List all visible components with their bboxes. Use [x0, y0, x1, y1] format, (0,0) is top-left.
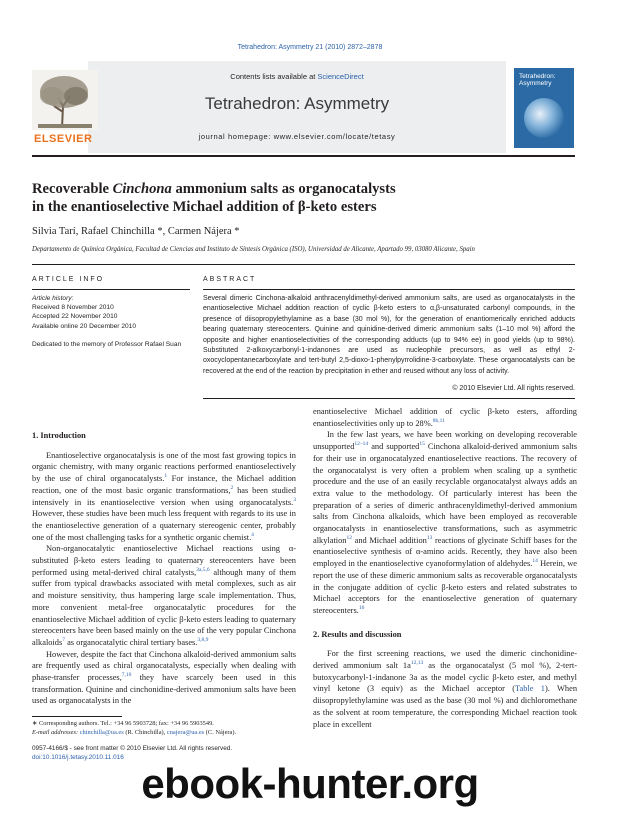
journal-homepage: [88, 132, 506, 141]
homepage-link[interactable]: www.elsevier.com/locate/tetasy: [273, 132, 396, 141]
reference-link[interactable]: 7: [62, 637, 65, 644]
sciencedirect-link[interactable]: ScienceDirect: [317, 72, 364, 81]
reference-link[interactable]: 14: [532, 558, 538, 565]
title-rule: [32, 264, 575, 265]
results-heading: 2. Results and discussion: [313, 629, 402, 639]
accepted-date: Accepted 22 November 2010: [32, 313, 118, 321]
reference-link[interactable]: 15: [419, 441, 425, 448]
reference-link[interactable]: 12: [346, 534, 352, 541]
paragraph: In the few last years, we have been working on developing recoverable unsupported$^{12-14}$ and supported$^{15}$ Cinchona alkaloid-derived ammonium salts for their use in organocatalyzed enantioselective reactions. The recovery of the organocatalyst is very often a problem when scaling up a synthetic procedure and the use of an easily recyclable organocatalyst always adds an extra value to the methodology. Of particularly interest has been the preparation of a series of dimeric anthracenyldimethyl-derived ammonium salts from Cinchona alkaloids, which have been employed as recoverable organocatalysts in enantioselective transformations, such as asymmetric alkylation$^{12}$ and Michael addition$^{13}$ reactions of glycinate Schiff bases for the enantioselective synthesis of α-amino acids. Recently, they have also been employed in the enantioselective cyanoformylation of aldehydes.$^{14}$ Herein, we report the use of these dimeric ammonium salts as recoverable organocatalysts in the conjugate addition of cyclic β-keto esters and related substrates to Michael acceptors for the enantioselective generation of quaternary stereocenters.$^{16}$: [313, 430, 578, 615]
footnotes: [32, 719, 296, 737]
body-column-left: [32, 430, 296, 707]
reference-link[interactable]: 13: [426, 534, 433, 541]
reference-link[interactable]: 16: [358, 605, 365, 612]
history-label: Article history:: [32, 295, 74, 302]
footnote-rule: [32, 716, 122, 717]
email-link[interactable]: chinchilla@ua.es: [79, 729, 124, 736]
elsevier-wordmark: ELSEVIER: [34, 133, 93, 145]
reference-link[interactable]: 8b,11: [432, 417, 445, 424]
body-column-right: [313, 406, 577, 730]
reference-link[interactable]: 3: [293, 496, 296, 503]
header-rule: [32, 155, 575, 157]
watermark: ebook-hunter.org: [141, 760, 479, 807]
dedication: Dedicated to the memory of Professor Rafael Suan: [32, 340, 182, 348]
reference-link[interactable]: 3a,5,6: [196, 566, 210, 573]
paragraph: enantioselective Michael addition of cyclic β-keto esters, affording enantioselectivities only up to 28%.$^{8b,11}$: [313, 407, 577, 428]
journal-title: Tetrahedron: Asymmetry: [204, 94, 390, 113]
paragraph: Non-organocatalytic enantioselective Michael reactions using α-substituted β-keto esters leading to quaternary stereocenters have been performed using metal-derived chiral catalysts,$^{3a,5,6}$ although many of them suffer from typical drawbacks associated with metal complexes, such as air and moisture sensitivity, thus hampering large scale implementation. Thus, more convenient metal-free organocatalytic procedures for the enantioselective Michael addition of cyclic β-keto esters leading to quaternary stereocenters have been based mainly on the use of the very popular Cinchona alkaloids$^7$ as organocatalytic chiral tertiary bases.$^{3,8,9}$: [32, 544, 296, 647]
abstract-text: Several dimeric Cinchona-alkaloid anthracenyldimethyl-derived ammonium salts, are used as organocatalysts in the enantioselective Michael addition reaction of cyclic β-keto esters to α,β-unsaturated carbonyl compounds, in the presence of diisopropylethylamine as a base (30 mol %), for the generation of enantiomerically enriched adducts bearing quaternary stereocenters. Quinine and quinidine-derived dimeric ammonium salts (1–10 mol %) afford the opposite and higher enantioselectivities of the corresponding adducts (up to 94% ee) in good yields (up to 98%). Substituted 2-alkoxycarbonyl-1-indanones are used as nucleophile precursors, as well as ethyl 2-oxocyclopentanecarboxylate and tert-butyl 2,5-dioxo-1-phenylpyrrolidine-3-carboxylate. These organocatalysts can be recovered at the end of the reaction by precipitation in ether and reused without any loss of activity.: [203, 295, 575, 375]
journal-cover-thumbnail: [514, 68, 574, 148]
email-addresses: E-mail addresses: chinchilla@ua.es (R. Chinchilla), cnajera@ua.es (C. Nájera).: [32, 729, 237, 736]
reference-link[interactable]: 12,13: [410, 660, 424, 667]
abstract-bottom-rule: [203, 398, 575, 399]
table-link[interactable]: Table 1: [515, 684, 545, 694]
paragraph: Enantioselective organocatalysis is one of the most fast growing topics in organic chemistry, with many organic reactions performed enantioselectively by the use of chiral organocatalysts.$^1$ For instance, the Michael addition reaction, one of the most basic organic transformations,$^2$ has been studied intensively in its enantioselective version when using organocatalysts.$^3$ However, these studies have been much less frequent with regards to its use in the enantioselective generation of a quaternary stereogenic center, probably one of the most challenging tasks for a synthetic organic chemist.$^4$: [32, 450, 296, 542]
article-info-heading: ARTICLE INFO: [32, 276, 105, 283]
article-info: [32, 294, 190, 349]
online-date: Available online 20 December 2010: [32, 322, 136, 330]
reference-link[interactable]: 12–14: [354, 441, 369, 448]
introduction-heading: 1. Introduction: [32, 431, 86, 440]
journal-citation[interactable]: Tetrahedron: Asymmetry 21 (2010) 2872–2878: [237, 44, 383, 51]
author-list: Silvia Tarí, Rafael Chinchilla *, Carmen Nájera *: [32, 226, 240, 237]
email-link[interactable]: cnajera@ua.es: [166, 729, 205, 736]
received-date: Received 8 November 2010: [32, 304, 114, 312]
copyright: © 2010 Elsevier Ltd. All rights reserved.: [452, 385, 575, 392]
doi-link[interactable]: doi:10.1016/j.tetasy.2010.11.016: [32, 754, 124, 761]
homepage-prefix: journal homepage:: [198, 132, 274, 141]
article-title: Recoverable Cinchona ammonium salts as organocatalysts in the enantioselective Michael addition of β-keto esters: [32, 181, 396, 215]
reference-link[interactable]: 3,8,9: [197, 637, 209, 644]
article-info-rule: [32, 289, 190, 290]
contents-availability: [88, 72, 506, 81]
paragraph: For the first screening reactions, we used the dimeric cinchonidine-derived ammonium salt $1a^{12,13}$ as the organocatalyst (5 mol %), 2-tert-butoxycarbonyl-1-indanone 3a as the model cyclic β-keto ester, and methyl vinyl ketone (3 equiv) as the Michael acceptor (Table 1). When diisopropylethylamine was used as the base (30 mol %) and dichloromethane as the solvent at room temperature, the corresponding Michael reaction took place in excellent: [313, 649, 578, 729]
abstract-rule: [203, 289, 575, 290]
cover-title: Tetrahedron: Asymmetry: [519, 73, 556, 87]
affiliation: Departamento de Química Orgánica, Facultad de Ciencias and Instituto de Síntesis Orgánica (ISO), Universidad de Alicante, Apartado 99, 03080 Alicante, Spain: [32, 246, 475, 253]
reference-link[interactable]: 2: [230, 485, 234, 492]
reference-link[interactable]: 7,10: [121, 672, 132, 679]
issn-line: 0957-4166/$ - see front matter © 2010 Elsevier Ltd. All rights reserved.: [32, 745, 233, 752]
cover-artwork: [524, 98, 564, 138]
paragraph: However, despite the fact that Cinchona alkaloid-derived ammonium salts are frequently used as chiral organocatalysts, especially when dealing with phase-transfer processes,$^{7,10}$ they have scarcely been used in this transformation. Quinine and cinchonidine-derived ammonium salts have been used as organocatalysts in the: [32, 649, 297, 706]
reference-link[interactable]: 4: [251, 531, 254, 538]
abstract-heading: ABSTRACT: [203, 276, 257, 283]
contents-prefix: Contents lists available at: [230, 72, 318, 81]
reference-link[interactable]: 1: [164, 473, 168, 480]
corresponding-authors: ∗ Corresponding authors. Tel.: +34 96 5903728; fax: +34 96 5903549.: [32, 720, 214, 727]
